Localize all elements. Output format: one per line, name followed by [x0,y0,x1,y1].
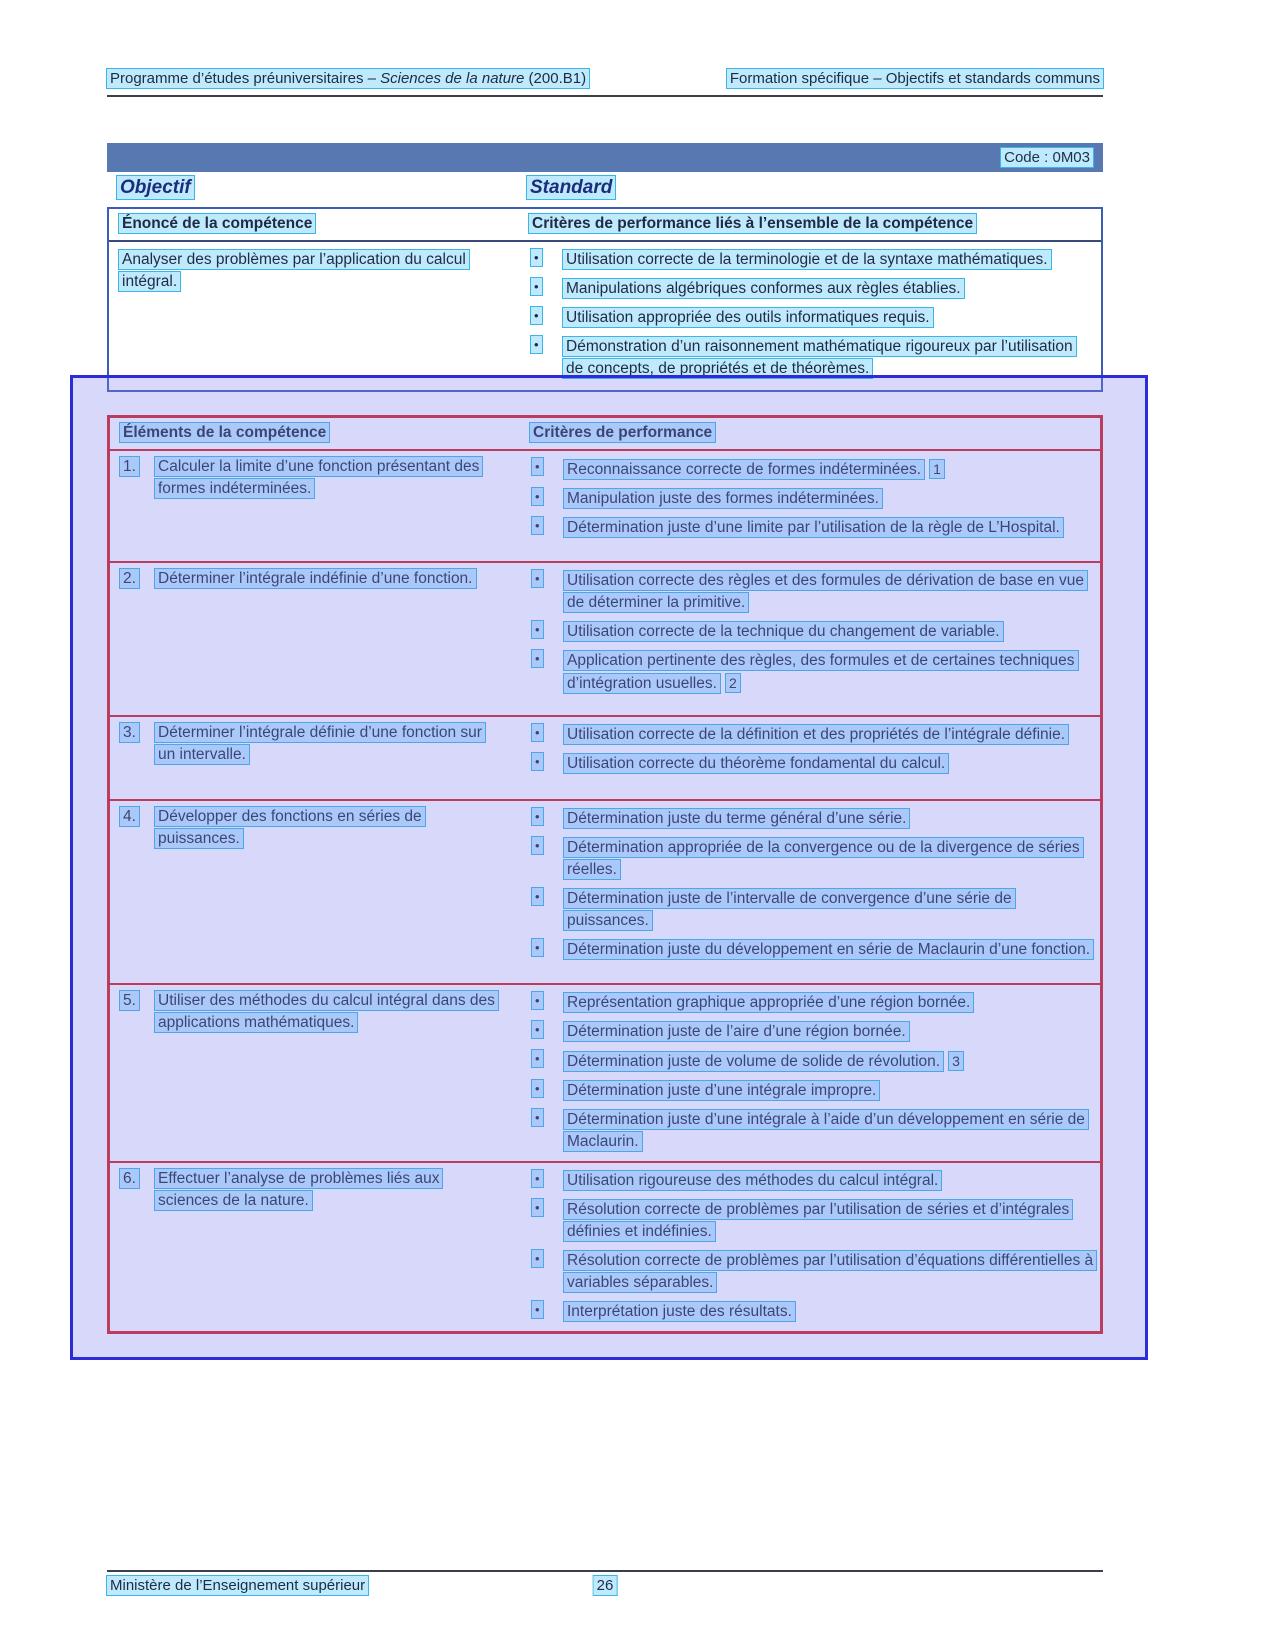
criterion-text: Interprétation juste des résultats. [564,1302,795,1321]
criterion-text-wrap [564,1080,1094,1102]
criteria-list [530,990,1100,1153]
elements-table [107,415,1103,1334]
criteria-list [530,1168,1100,1323]
bullet-icon: • [532,1050,543,1067]
criterion-text: Représentation graphique appropriée d’une région bornée. [564,993,973,1012]
doc-header-right-text: Formation spécifique – Objectifs et standards communs [727,69,1103,88]
criterion-item [530,1301,1094,1323]
column-header-elements: Éléments de la compétence [110,422,530,444]
bullet-icon: • [531,249,542,266]
criterion-text-wrap [564,1109,1094,1153]
criterion-item [530,488,1094,510]
criterion-text-wrap [564,808,1094,830]
criterion-item [530,939,1094,961]
criterion-text: Détermination juste de volume de solide de révolution. [564,1052,943,1071]
footer-ministry-text: Ministère de l’Enseignement supérieur [107,1576,368,1595]
row-number: 6. [110,1168,146,1323]
bullet-icon: • [532,724,543,741]
criterion-text: Détermination juste d’une limite par l’utilisation de la règle de L’Hospital. [564,518,1063,537]
competency-table-body [109,242,1101,390]
standard-label: Standard [527,177,615,199]
general-criteria-list [529,247,1101,380]
element-text: Calculer la limite d’une fonction présentant des formes indéterminées. [146,456,530,553]
table-row [110,985,1100,1163]
bullet-icon: • [532,517,543,534]
criterion-text-wrap [563,336,1093,380]
criterion-item [529,249,1093,271]
criterion-item [530,808,1094,830]
criterion-text-wrap [564,517,1094,539]
criterion-text: Utilisation correcte de la définition et des propriétés de l’intégrale définie. [564,725,1068,744]
criterion-text: Détermination juste du développement en série de Maclaurin d’une fonction. [564,940,1093,959]
column-header-criteres-ensemble: Critères de performance liés à l’ensemble de la compétence [529,213,1101,235]
bullet-icon: • [531,336,542,353]
competency-table-header [109,209,1101,242]
criterion-text: Utilisation correcte de la technique du changement de variable. [564,622,1003,641]
bullet-icon: • [532,1170,543,1187]
criterion-text: Démonstration d’un raisonnement mathématique rigoureux par l’utilisation de concepts, de propriétés et de théorèmes. [563,337,1076,378]
bullet-icon: • [532,458,543,475]
row-number: 2. [110,568,146,707]
criterion-text-wrap [563,278,1093,300]
criterion-item [530,1109,1094,1153]
row-number: 1. [110,456,146,553]
table-row [110,717,1100,801]
criterion-text: Manipulation juste des formes indéterminées. [564,489,882,508]
bullet-icon: • [532,621,543,638]
bullet-icon: • [531,307,542,324]
code-band [107,143,1103,172]
criterion-item [530,621,1094,643]
criterion-text: Détermination juste de l’intervalle de convergence d’une série de puissances. [564,889,1015,930]
criteria-list [530,456,1100,553]
criteria-list [530,722,1100,791]
bullet-icon: • [532,650,543,667]
competency-table [107,207,1103,392]
bullet-icon: • [532,1080,543,1097]
criterion-text-wrap [564,488,1094,510]
criterion-text: Détermination appropriée de la convergence ou de la divergence de séries réelles. [564,838,1083,879]
criterion-text: Résolution correcte de problèmes par l’utilisation d’équations différentielles à variables séparables. [564,1251,1096,1292]
criterion-item [530,1050,1094,1073]
criterion-text: Reconnaissance correcte de formes indéterminées. [564,460,924,479]
row-number: 3. [110,722,146,791]
objectif-label: Objectif [117,177,194,199]
criterion-text-wrap [564,650,1094,695]
criterion-text-wrap [564,1050,1094,1073]
criterion-text-wrap [564,570,1094,614]
criterion-text-wrap [564,992,1094,1014]
elements-table-header [110,418,1100,451]
criterion-item [530,570,1094,614]
criterion-item [530,1199,1094,1243]
criterion-text-wrap [564,939,1094,961]
column-header-criteres: Critères de performance [530,422,1100,444]
table-row [110,1163,1100,1331]
table-row [110,451,1100,563]
criterion-text: Détermination juste du terme général d’une série. [564,809,909,828]
criterion-text-wrap [564,837,1094,881]
competency-statement: Analyser des problèmes par l’application du calcul intégral. [109,247,529,380]
doc-header-left [107,70,589,87]
criterion-text: Résolution correcte de problèmes par l’utilisation de séries et d’intégrales définies et indéfinies. [564,1200,1072,1241]
table-row [110,801,1100,985]
criterion-text: Détermination juste d’une intégrale impropre. [564,1081,879,1100]
criterion-item [530,1170,1094,1192]
bullet-icon: • [532,1301,543,1318]
criterion-text: Application pertinente des règles, des formules et de certaines techniques d’intégration usuelles. [564,651,1078,693]
bullet-icon: • [531,278,542,295]
bullet-icon: • [532,488,543,505]
doc-header-right [727,70,1103,87]
criterion-text-wrap [564,1021,1094,1043]
criterion-text-wrap [564,724,1094,746]
footnote-marker: 1 [930,460,944,478]
criterion-text: Manipulations algébriques conformes aux règles établies. [563,279,964,298]
criterion-text-wrap [564,1250,1094,1294]
criterion-item [530,837,1094,881]
criterion-text: Détermination juste d’une intégrale à l’aide d’un développement en série de Maclaurin. [564,1110,1088,1151]
criterion-text: Utilisation correcte des règles et des formules de dérivation de base en vue de déterminer la primitive. [564,571,1087,612]
bullet-icon: • [532,1250,543,1267]
criterion-item [530,1080,1094,1102]
criterion-text-wrap [563,249,1093,271]
criterion-text: Utilisation correcte du théorème fondamental du calcul. [564,754,948,773]
bullet-icon: • [532,753,543,770]
criterion-item [530,992,1094,1014]
criterion-item [530,753,1094,775]
element-text: Utiliser des méthodes du calcul intégral dans des applications mathématiques. [146,990,530,1153]
criterion-text-wrap [564,1199,1094,1243]
criteria-list [530,806,1100,975]
page-number: 26 [594,1577,617,1594]
criterion-item [530,1250,1094,1294]
element-text: Effectuer l’analyse de problèmes liés aux sciences de la nature. [146,1168,530,1323]
bullet-icon: • [532,837,543,854]
doc-header-left-text: Programme d’études préuniversitaires – Sciences de la nature (200.B1) [107,69,589,88]
criterion-text-wrap [564,1170,1094,1192]
bullet-icon: • [532,992,543,1009]
criterion-item [530,650,1094,695]
row-number: 4. [110,806,146,975]
bullet-icon: • [532,1109,543,1126]
doc-header [107,70,1103,97]
section-labels [107,177,1103,207]
bullet-icon: • [532,1199,543,1216]
criterion-item [530,888,1094,932]
criterion-item [530,458,1094,481]
criterion-text-wrap [563,307,1093,329]
table-row [110,563,1100,717]
footnote-marker: 2 [726,674,740,692]
criterion-text: Utilisation rigoureuse des méthodes du calcul intégral. [564,1171,941,1190]
criterion-text-wrap [564,753,1094,775]
bullet-icon: • [532,888,543,905]
criterion-text-wrap [564,621,1094,643]
bullet-icon: • [532,570,543,587]
criterion-text-wrap [564,1301,1094,1323]
criterion-item [530,724,1094,746]
criterion-item [529,336,1093,380]
element-text: Déterminer l’intégrale indéfinie d’une fonction. [146,568,530,707]
element-text: Déterminer l’intégrale définie d’une fonction sur un intervalle. [146,722,530,791]
column-header-enonce: Énoncé de la compétence [109,213,529,235]
bullet-icon: • [532,808,543,825]
bullet-icon: • [532,1021,543,1038]
criterion-text-wrap [564,458,1094,481]
doc-footer [107,1570,1103,1594]
criterion-text: Détermination juste de l’aire d’une région bornée. [564,1022,909,1041]
criterion-text: Utilisation correcte de la terminologie et de la syntaxe mathématiques. [563,250,1051,269]
code-badge: Code : 0M03 [1001,148,1093,167]
criteria-list [530,568,1100,707]
element-text: Développer des fonctions en séries de puissances. [146,806,530,975]
criterion-item [529,307,1093,329]
row-number: 5. [110,990,146,1153]
bullet-icon: • [532,939,543,956]
footnote-marker: 3 [949,1052,963,1070]
criterion-item [529,278,1093,300]
criterion-item [530,1021,1094,1043]
criterion-item [530,517,1094,539]
criterion-text: Utilisation appropriée des outils informatiques requis. [563,308,933,327]
criterion-text-wrap [564,888,1094,932]
